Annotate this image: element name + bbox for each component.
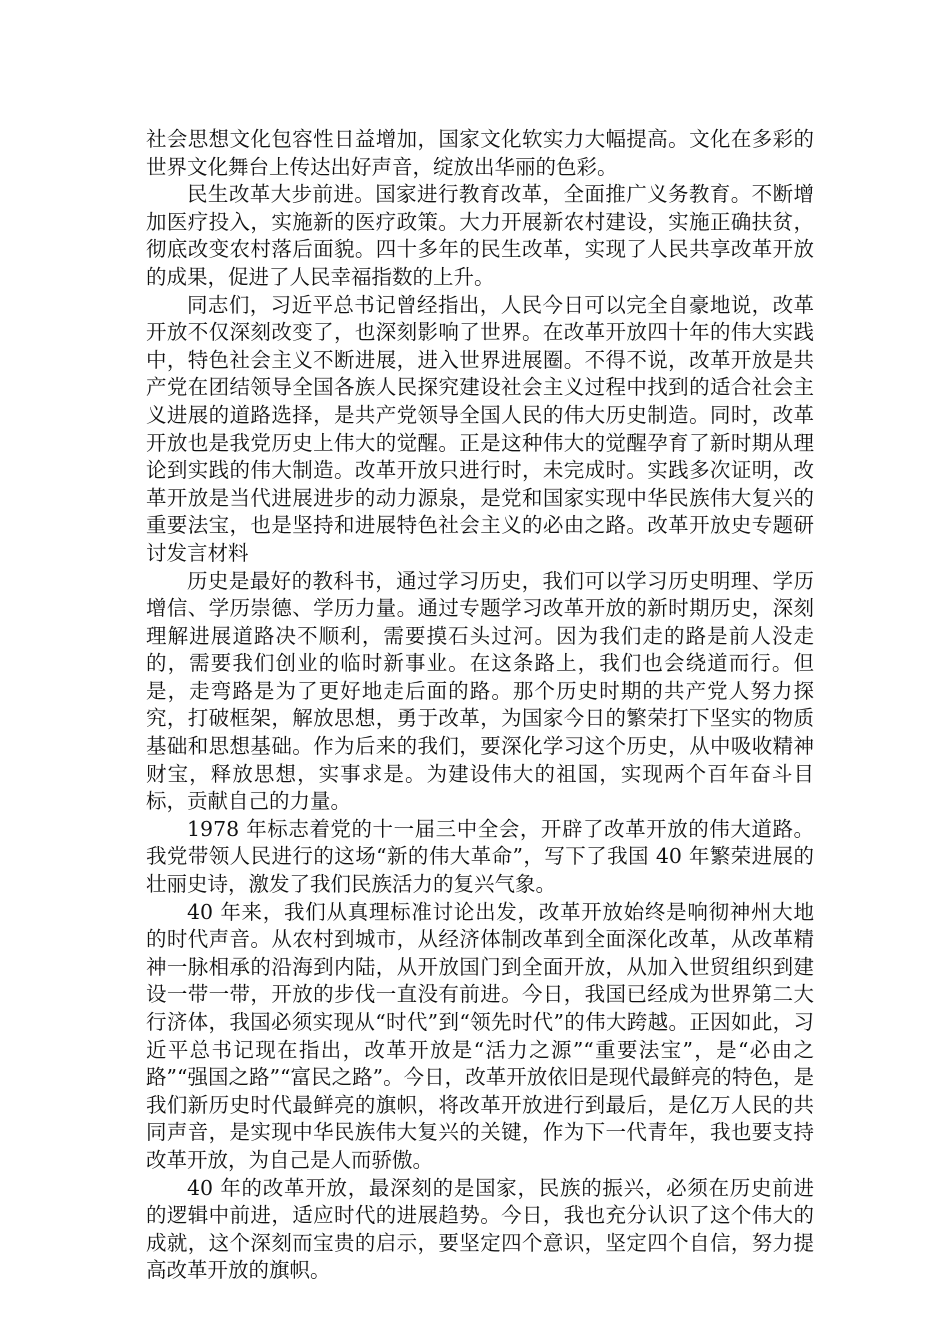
paragraph-history-textbook: 历史是最好的教科书，通过学习历史，我们可以学习历史明理、学历增信、学历崇德、学历力量。通过专题学习改革开放的新时期历史，深刻理解进展道路决不顺利，需要摸石头过河。因为我们走的路是前人没走的，需要我们创业的临时新事业。在这条路上，我们也会绕道而行。但是，走弯路是为了更好地走后面的路。那个历史时期的共产党人努力探究，打破框架，解放思想，勇于改革，为国家今日的繁荣打下坚实的物质基础和思想基础。作为后来的我们，要深化学习这个历史，从中吸收精神财宝，释放思想，实事求是。为建设伟大的祖国，实现两个百年奋斗目标，贡献自己的力量。	[146, 568, 814, 814]
paragraph-culture: 社会思想文化包容性日益增加，国家文化软实力大幅提高。文化在多彩的世界文化舞台上传达出好声音，绽放出华丽的色彩。	[146, 127, 814, 179]
paragraph-comrades: 同志们，习近平总书记曾经指出，人民今日可以完全自豪地说，改革开放不仅深刻改变了，也深刻影响了世界。在改革开放四十年的伟大实践中，特色社会主义不断进展，进入世界进展圈。不得不说，改革开放是共产党在团结领导全国各族人民探究建设社会主义过程中找到的适合社会主义进展的道路选择，是共产党领导全国人民的伟大历史制造。同时，改革开放也是我党历史上伟大的觉醒。正是这种伟大的觉醒孕育了新时期从理论到实践的伟大制造。改革开放只进行时，未完成时。实践多次证明，改革开放是当代进展进步的动力源泉，是党和国家实现中华民族伟大复兴的重要法宝，也是坚持和进展特色社会主义的必由之路。改革开放史专题研讨发言材料	[146, 292, 814, 565]
paragraph-1978: 1978 年标志着党的十一届三中全会，开辟了改革开放的伟大道路。我党带领人民进行的这场“新的伟大革命”，写下了我国 40 年繁荣进展的壮丽史诗，激发了我们民族活力的复兴气象。	[146, 816, 814, 897]
paragraph-conclusion: 40 年的改革开放，最深刻的是国家，民族的振兴，必须在历史前进的逻辑中前进，适应时代的进展趋势。今日，我也充分认识了这个伟大的成就，这个深刻而宝贵的启示，要坚定四个意识，坚定四个自信，努力提高改革开放的旗帜。	[146, 1175, 814, 1283]
paragraph-livelihood-reform: 民生改革大步前进。国家进行教育改革，全面推广义务教育。不断增加医疗投入，实施新的医疗政策。大力开展新农村建设，实施正确扶贫，彻底改变农村落后面貌。四十多年的民生改革，实现了人民共享改革开放的成果，促进了人民幸福指数的上升。	[146, 182, 814, 289]
document-page	[146, 126, 814, 1285]
paragraph-40-years: 40 年来，我们从真理标准讨论出发，改革开放始终是响彻神州大地的时代声音。从农村到城市，从经济体制改革到全面深化改革，从改革精神一脉相承的沿海到内陆，从开放国门到全面开放，从加入世贸组织到建设一带一带，开放的步伐一直没有前进。今日，我国已经成为世界第二大行济体，我国必须实现从“时代”到“领先时代”的伟大跨越。正因如此，习近平总书记现在指出，改革开放是“活力之源”“重要法宝”，是“必由之路”“强国之路”“富民之路”。今日，改革开放依旧是现代最鲜亮的特色，是我们新历史时代最鲜亮的旗帜，将改革开放进行到最后，是亿万人民的共同声音，是实现中华民族伟大复兴的关键，作为下一代青年，我也要支持改革开放，为自己是人而骄傲。	[146, 899, 814, 1172]
